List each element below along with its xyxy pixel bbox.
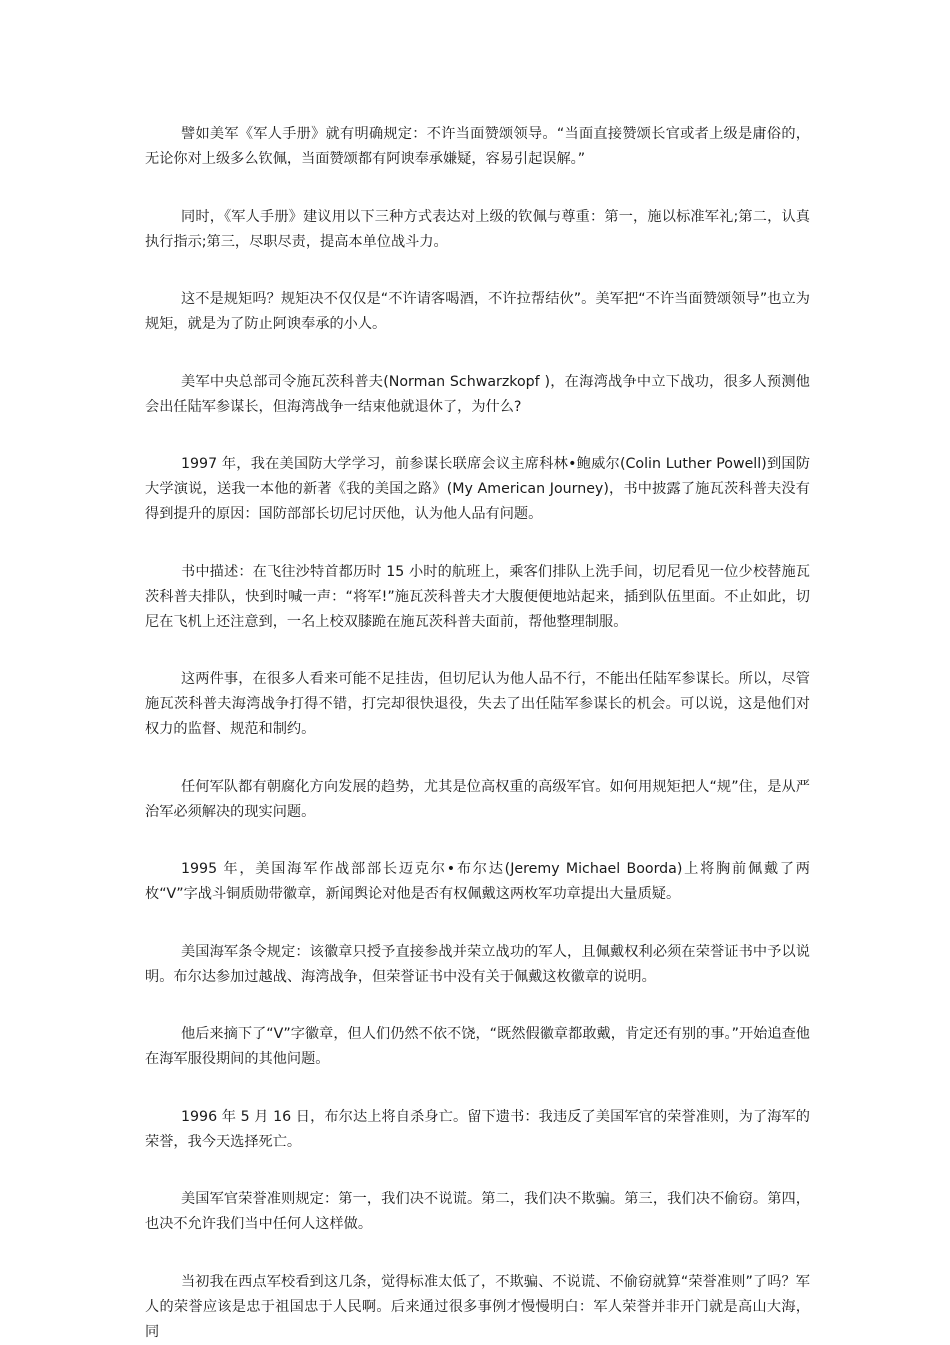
paragraph-14: 当初我在西点军校看到这几条，觉得标准太低了，不欺骗、不说谎、不偷窃就算“荣誉准则”了吗？军人的荣誉应该是忠于祖国忠于人民啊。后来通过很多事例才慢慢明白：军人荣誉并非开门就是高山大海，同 [145, 1273, 810, 1340]
paragraph-8: 任何军队都有朝腐化方向发展的趋势，尤其是位高权重的高级军官。如何用规矩把人“规”住，是从严治军必须解决的现实问题。 [145, 778, 810, 820]
paragraph-10: 美国海军条令规定：该徽章只授予直接参战并荣立战功的军人，且佩戴权利必须在荣誉证书中予以说明。布尔达参加过越战、海湾战争，但荣誉证书中没有关于佩戴这枚徽章的说明。 [145, 943, 810, 985]
document-body [145, 122, 810, 1345]
paragraph-11: 他后来摘下了“V”字徽章，但人们仍然不依不饶，“既然假徽章都敢戴，肯定还有别的事。”开始追查他在海军服役期间的其他问题。 [145, 1026, 810, 1067]
paragraph-9: 1995 年，美国海军作战部部长迈克尔•布尔达(Jeremy Michael Boorda)上将胸前佩戴了两枚“V”字战斗铜质勋带徽章，新闻舆论对他是否有权佩戴这两枚军功章提出大量质疑。 [145, 861, 810, 902]
paragraph-5: 1997 年，我在美国防大学学习，前参谋长联席会议主席科林•鲍威尔(Colin Luther Powell)到国防大学演说，送我一本他的新著《我的美国之路》(My American Journey)，书中披露了施瓦茨科普夫没有得到提升的原因：国防部部长切尼讨厌他，认为他人品有问题。 [145, 456, 810, 522]
paragraph-7: 这两件事，在很多人看来可能不足挂齿，但切尼认为他人品不行，不能出任陆军参谋长。所以，尽管施瓦茨科普夫海湾战争打得不错，打完却很快退役，失去了出任陆军参谋长的机会。可以说，这是他们对权力的监督、规范和制约。 [145, 671, 810, 737]
paragraph-1: 譬如美军《军人手册》就有明确规定：不许当面赞颂领导。“当面直接赞颂长官或者上级是庸俗的，无论你对上级多么钦佩，当面赞颂都有阿谀奉承嫌疑，容易引起误解。” [145, 126, 810, 167]
paragraph-12: 1996 年 5 月 16 日，布尔达上将自杀身亡。留下遗书：我违反了美国军官的荣誉准则，为了海军的荣誉，我今天选择死亡。 [145, 1108, 810, 1150]
paragraph-2: 同时，《军人手册》建议用以下三种方式表达对上级的钦佩与尊重：第一，施以标准军礼;第二，认真执行指示;第三，尽职尽责，提高本单位战斗力。 [145, 208, 810, 250]
paragraph-3: 这不是规矩吗？规矩决不仅仅是“不许请客喝酒，不许拉帮结伙”。美军把“不许当面赞颂领导”也立为规矩，就是为了防止阿谀奉承的小人。 [145, 291, 810, 332]
paragraph-4: 美军中央总部司令施瓦茨科普夫(Norman Schwarzkopf )，在海湾战争中立下战功，很多人预测他会出任陆军参谋长，但海湾战争一结束他就退休了，为什么? [145, 373, 810, 415]
paragraph-6: 书中描述：在飞往沙特首都历时 15 小时的航班上，乘客们排队上洗手间，切尼看见一位少校替施瓦茨科普夫排队，快到时喊一声：“将军!”施瓦茨科普夫才大腹便便地站起来，插到队伍里面。不止如此，切尼在飞机上还注意到，一名上校双膝跪在施瓦茨科普夫面前，帮他整理制服。 [145, 563, 810, 630]
paragraph-13: 美国军官荣誉准则规定：第一，我们决不说谎。第二，我们决不欺骗。第三，我们决不偷窃。第四，也决不允许我们当中任何人这样做。 [145, 1191, 810, 1232]
